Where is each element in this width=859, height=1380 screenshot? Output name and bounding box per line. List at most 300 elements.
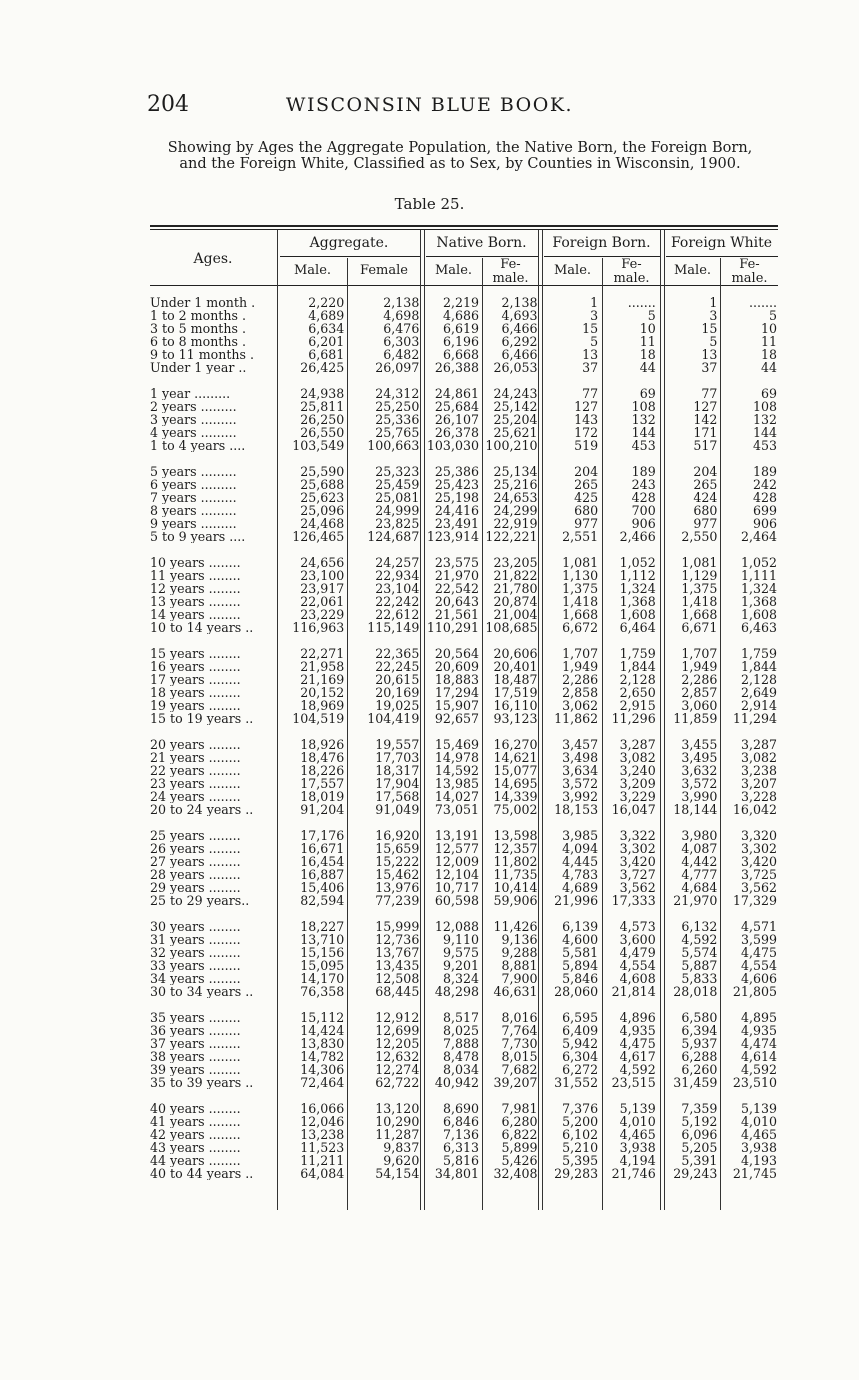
value-cell: 4,554 [619,958,656,973]
value-cell: 3,455 [681,737,718,752]
value-cell: 15,469 [434,737,479,752]
value-cell: 9,201 [442,958,479,973]
value-cell: 2,220 [308,295,345,310]
value-cell: 23,575 [434,555,479,570]
value-cell: 5,395 [562,1153,599,1168]
value-cell: 77 [701,386,718,401]
value-cell: 20,643 [434,594,479,609]
value-cell: 14,027 [434,789,479,804]
value-cell: 1 [709,295,718,310]
value-cell: 14,170 [300,971,345,986]
age-label-cell: 38 years ........ [150,1050,241,1063]
value-cell: 3,420 [740,854,777,869]
value-cell: 22,365 [375,646,420,661]
value-cell: 4,608 [619,971,656,986]
value-cell: 3,599 [740,932,777,947]
value-cell: 6,634 [308,321,345,336]
age-label-cell: 25 years ........ [150,829,241,842]
value-cell: 10 [760,321,777,336]
value-cell: 6,201 [308,334,345,349]
age-label-cell: 25 to 29 years.. [150,894,250,907]
value-cell: 21,004 [493,607,538,622]
value-cell: 100,663 [367,438,420,453]
value-cell: 1,081 [681,555,718,570]
age-label-cell: 24 years ........ [150,790,241,803]
value-cell: 4,777 [681,867,718,882]
value-cell: 12,357 [493,841,538,856]
value-cell: 4,783 [562,867,599,882]
age-label-cell: 8 years ......... [150,504,237,517]
table-row [150,894,778,907]
value-cell: 108,685 [485,620,538,635]
male-suffix-text: male. [731,271,768,286]
value-cell: 22,934 [375,568,420,583]
value-cell: 16,270 [493,737,538,752]
value-cell: 93,123 [493,711,538,726]
value-cell: 3,320 [740,828,777,843]
value-cell: 103,030 [426,438,479,453]
value-cell: 44 [760,360,777,375]
subheader-rule-white [666,256,778,257]
value-cell: 25,590 [300,464,345,479]
value-cell: 17,294 [434,685,479,700]
value-cell: 13,238 [300,1127,345,1142]
value-cell: 17,519 [493,685,538,700]
value-cell: 6,619 [442,321,479,336]
value-cell: 5,937 [681,1036,718,1051]
value-cell: 26,550 [300,425,345,440]
value-cell: 22,919 [493,516,538,531]
age-label-cell: 16 years ........ [150,660,241,673]
value-cell: 13,710 [300,932,345,947]
age-label-cell: 1 year ......... [150,387,231,400]
header-aggregate: Aggregate. [309,235,389,251]
value-cell: 12,009 [434,854,479,869]
value-cell: 2,650 [619,685,656,700]
age-label-cell: 23 years ........ [150,777,241,790]
value-cell: 4,592 [740,1062,777,1077]
value-cell: 25,459 [375,477,420,492]
value-cell: 18,226 [300,763,345,778]
age-label-cell: 41 years ........ [150,1115,241,1128]
value-cell: 8,015 [501,1049,538,1064]
value-cell: 22,061 [300,594,345,609]
value-cell: 9,288 [501,945,538,960]
value-cell: 3,572 [562,776,599,791]
value-cell: 16,110 [493,698,538,713]
table-row [150,361,778,374]
value-cell: 48,298 [434,984,479,999]
value-cell: 14,695 [493,776,538,791]
value-cell: 1,759 [740,646,777,661]
value-cell: 31,552 [554,1075,599,1090]
value-cell: 5,200 [562,1114,599,1129]
value-cell: 24,653 [493,490,538,505]
value-cell: 17,703 [375,750,420,765]
header-ages: Ages. [193,251,233,267]
value-cell: 12,088 [434,919,479,934]
value-cell: 977 [693,516,718,531]
value-cell: 115,149 [367,620,420,635]
table-row [150,439,778,452]
value-cell: 13,830 [300,1036,345,1051]
value-cell: 6,466 [501,347,538,362]
value-cell: 11,735 [493,867,538,882]
value-cell: 1,368 [619,594,656,609]
value-cell: 14,782 [300,1049,345,1064]
value-cell: 1,668 [562,607,599,622]
value-cell: 5,574 [681,945,718,960]
subheader-agg-male: Male. [293,263,332,278]
value-cell: 17,176 [300,828,345,843]
value-cell: 60,598 [434,893,479,908]
age-label-cell: 17 years ........ [150,673,241,686]
value-cell: 11,294 [732,711,777,726]
value-cell: 2,128 [619,672,656,687]
value-cell: 92,657 [434,711,479,726]
value-cell: 17,557 [300,776,345,791]
subheader-rule-aggregate [280,256,420,257]
value-cell: 4,087 [681,841,718,856]
value-cell: 906 [752,516,777,531]
value-cell: 91,049 [375,802,420,817]
subheader-rule-foreign [544,256,660,257]
value-cell: 22,245 [375,659,420,674]
subheader-foreign-female [603,258,660,286]
value-cell: 4,193 [740,1153,777,1168]
value-cell: 3,562 [740,880,777,895]
page-number: 204 [147,92,189,117]
age-label-cell: 4 years ......... [150,426,237,439]
value-cell: 14,424 [300,1023,345,1038]
value-cell: 72,464 [300,1075,345,1090]
value-cell: 15,156 [300,945,345,960]
value-cell: 69 [639,386,656,401]
value-cell: 13,598 [493,828,538,843]
value-cell: 2,286 [562,672,599,687]
value-cell: 18,926 [300,737,345,752]
value-cell: 1,052 [740,555,777,570]
value-cell: 7,376 [562,1101,599,1116]
age-label-cell: 30 to 34 years .. [150,985,254,998]
value-cell: 24,312 [375,386,420,401]
value-cell: 4,479 [619,945,656,960]
value-cell: 18 [760,347,777,362]
value-cell: 204 [574,464,599,479]
value-cell: 1,368 [740,594,777,609]
value-cell: 22,271 [300,646,345,661]
value-cell: 23,515 [611,1075,656,1090]
value-cell: 11,523 [300,1140,345,1155]
age-label-cell: 29 years ........ [150,881,241,894]
value-cell: 108 [631,399,656,414]
value-cell: 104,419 [367,711,420,726]
value-cell: 4,617 [619,1049,656,1064]
value-cell: 4,573 [619,919,656,934]
value-cell: 69 [760,386,777,401]
value-cell: 16,887 [300,867,345,882]
value-cell: 24,468 [300,516,345,531]
value-cell: 3,990 [681,789,718,804]
value-cell: 8,881 [501,958,538,973]
value-cell: 46,631 [493,984,538,999]
table-row [150,621,778,634]
value-cell: 127 [574,399,599,414]
value-cell: 26,107 [434,412,479,427]
value-cell: 7,900 [501,971,538,986]
value-cell: 2,915 [619,698,656,713]
value-cell: 4,592 [619,1062,656,1077]
value-cell: 2,550 [681,529,718,544]
value-cell: 6,313 [442,1140,479,1155]
value-cell: 59,906 [493,893,538,908]
value-cell: 77 [582,386,599,401]
value-cell: 6,132 [681,919,718,934]
value-cell: 12,104 [434,867,479,882]
value-cell: 4,010 [740,1114,777,1129]
value-cell: 21,561 [434,607,479,622]
value-cell: 1,324 [740,581,777,596]
age-label-cell: 13 years ........ [150,595,241,608]
age-label-cell: Under 1 year .. [150,361,247,374]
value-cell: 8,324 [442,971,479,986]
value-cell: 9,110 [442,932,479,947]
value-cell: 14,978 [434,750,479,765]
value-cell: 25,216 [493,477,538,492]
value-cell: 3,082 [740,750,777,765]
value-cell: 34,801 [434,1166,479,1181]
value-cell: 1,130 [562,568,599,583]
value-cell: 9,136 [501,932,538,947]
value-cell: 4,614 [740,1049,777,1064]
value-cell: 13,120 [375,1101,420,1116]
table-number: Table 25. [394,195,465,213]
value-cell: 6,304 [562,1049,599,1064]
value-cell: 21,996 [554,893,599,908]
value-cell: 13 [582,347,599,362]
value-cell: 5,210 [562,1140,599,1155]
value-cell: 3,562 [619,880,656,895]
value-cell: 15,999 [375,919,420,934]
value-cell: 9,837 [383,1140,420,1155]
value-cell: 3,302 [740,841,777,856]
value-cell: 4,465 [740,1127,777,1142]
value-cell: 5,139 [619,1101,656,1116]
value-cell: 54,154 [375,1166,420,1181]
value-cell: 37 [582,360,599,375]
value-cell: 6,463 [740,620,777,635]
value-cell: 15,112 [300,1010,345,1025]
value-cell: 24,999 [375,503,420,518]
value-cell: 14,621 [493,750,538,765]
value-cell: 15,406 [300,880,345,895]
value-cell: 28,018 [673,984,718,999]
value-cell: 12,912 [375,1010,420,1025]
age-label-cell: 1 to 4 years .... [150,439,246,452]
value-cell: 20,564 [434,646,479,661]
value-cell: 15,095 [300,958,345,973]
value-cell: 1,129 [681,568,718,583]
value-cell: 8,517 [442,1010,479,1025]
value-cell: 3,600 [619,932,656,947]
age-label-cell: 7 years ......... [150,491,237,504]
value-cell: 700 [631,503,656,518]
value-cell: 4,474 [740,1036,777,1051]
value-cell: 62,722 [375,1075,420,1090]
value-cell: 15,462 [375,867,420,882]
value-cell: 4,896 [619,1010,656,1025]
value-cell: 1,707 [562,646,599,661]
value-cell: 6,846 [442,1114,479,1129]
value-cell: 1,111 [740,568,777,583]
value-cell: 7,136 [442,1127,479,1142]
value-cell: 3,240 [619,763,656,778]
value-cell: 6,303 [383,334,420,349]
value-cell: 24,243 [493,386,538,401]
value-cell: 7,981 [501,1101,538,1116]
value-cell: 10,290 [375,1114,420,1129]
value-cell: 16,920 [375,828,420,843]
value-cell: 124,687 [367,529,420,544]
value-cell: 6,272 [562,1062,599,1077]
value-cell: 6,280 [501,1114,538,1129]
table-caption [130,140,790,172]
value-cell: 40,942 [434,1075,479,1090]
age-label-cell: Under 1 month . [150,296,256,309]
value-cell: 453 [631,438,656,453]
value-cell: 18,883 [434,672,479,687]
age-label-cell: 30 years ........ [150,920,241,933]
value-cell: 6,482 [383,347,420,362]
value-cell: 3 [709,308,718,323]
value-cell: 5,942 [562,1036,599,1051]
value-cell: 20,169 [375,685,420,700]
value-cell: 4,465 [619,1127,656,1142]
table-row [150,985,778,998]
age-label-cell: 12 years ........ [150,582,241,595]
value-cell: 5,426 [501,1153,538,1168]
value-cell: 28,060 [554,984,599,999]
value-cell: 242 [752,477,777,492]
value-cell: 1,375 [562,581,599,596]
value-cell: 25,688 [300,477,345,492]
age-label-cell: 15 years ........ [150,647,241,660]
value-cell: 3,992 [562,789,599,804]
value-cell: 13,976 [375,880,420,895]
value-cell: 21,970 [434,568,479,583]
age-label-cell: 11 years ........ [150,569,241,582]
value-cell: 265 [574,477,599,492]
value-cell: 3,634 [562,763,599,778]
value-cell: 977 [574,516,599,531]
value-cell: 11,296 [611,711,656,726]
value-cell: 13 [701,347,718,362]
value-cell: 4,194 [619,1153,656,1168]
value-cell: 76,358 [300,984,345,999]
value-cell: 1,844 [740,659,777,674]
value-cell: 425 [574,490,599,505]
value-cell: 20,874 [493,594,538,609]
age-label-cell: 43 years ........ [150,1141,241,1154]
value-cell: 100,210 [485,438,538,453]
value-cell: 7,764 [501,1023,538,1038]
value-cell: 9,575 [442,945,479,960]
value-cell: 13,767 [375,945,420,960]
value-cell: 6,668 [442,347,479,362]
value-cell: 204 [693,464,718,479]
value-cell: 20,401 [493,659,538,674]
value-cell: 3,287 [740,737,777,752]
value-cell: 3,938 [619,1140,656,1155]
value-cell: 3,985 [562,828,599,843]
value-cell: 22,242 [375,594,420,609]
value-cell: 6,260 [681,1062,718,1077]
value-cell: 8,690 [442,1101,479,1116]
value-cell: 16,454 [300,854,345,869]
value-cell: 4,445 [562,854,599,869]
age-label-cell: 32 years ........ [150,946,241,959]
value-cell: 6,096 [681,1127,718,1142]
age-label-cell: 27 years ........ [150,855,241,868]
value-cell: 25,204 [493,412,538,427]
value-cell: 680 [574,503,599,518]
age-label-cell: 20 years ........ [150,738,241,751]
value-cell: 4,600 [562,932,599,947]
fe-text: Fe- [739,257,760,272]
age-label-cell: 34 years ........ [150,972,241,985]
value-cell: 11,859 [673,711,718,726]
value-cell: 8,478 [442,1049,479,1064]
value-cell: 44 [639,360,656,375]
value-cell: 14,306 [300,1062,345,1077]
value-cell: 26,388 [434,360,479,375]
value-cell: 3,632 [681,763,718,778]
value-cell: 142 [693,412,718,427]
value-cell: 4,442 [681,854,718,869]
value-cell: 7,359 [681,1101,718,1116]
value-cell: 39,207 [493,1075,538,1090]
age-label-cell: 6 years ......... [150,478,237,491]
value-cell: 13,985 [434,776,479,791]
value-cell: 15,907 [434,698,479,713]
value-cell: 16,066 [300,1101,345,1116]
value-cell: 23,917 [300,581,345,596]
value-cell: 5,816 [442,1153,479,1168]
value-cell: 6,409 [562,1023,599,1038]
value-cell: 3,209 [619,776,656,791]
value-cell: ....... [748,295,777,310]
age-label-cell: 5 to 9 years .... [150,530,246,543]
value-cell: 3,420 [619,854,656,869]
value-cell: 4,686 [442,308,479,323]
age-label-cell: 39 years ........ [150,1063,241,1076]
value-cell: 144 [631,425,656,440]
value-cell: 11 [639,334,656,349]
value-cell: ....... [627,295,656,310]
value-cell: 18,969 [300,698,345,713]
value-cell: 15,222 [375,854,420,869]
value-cell: 4,606 [740,971,777,986]
value-cell: 4,684 [681,880,718,895]
value-cell: 3,229 [619,789,656,804]
value-cell: 13,191 [434,828,479,843]
value-cell: 26,378 [434,425,479,440]
value-cell: 243 [631,477,656,492]
age-label-cell: 35 years ........ [150,1011,241,1024]
value-cell: 25,621 [493,425,538,440]
male-suffix-text: male. [613,271,650,286]
value-cell: 64,084 [300,1166,345,1181]
